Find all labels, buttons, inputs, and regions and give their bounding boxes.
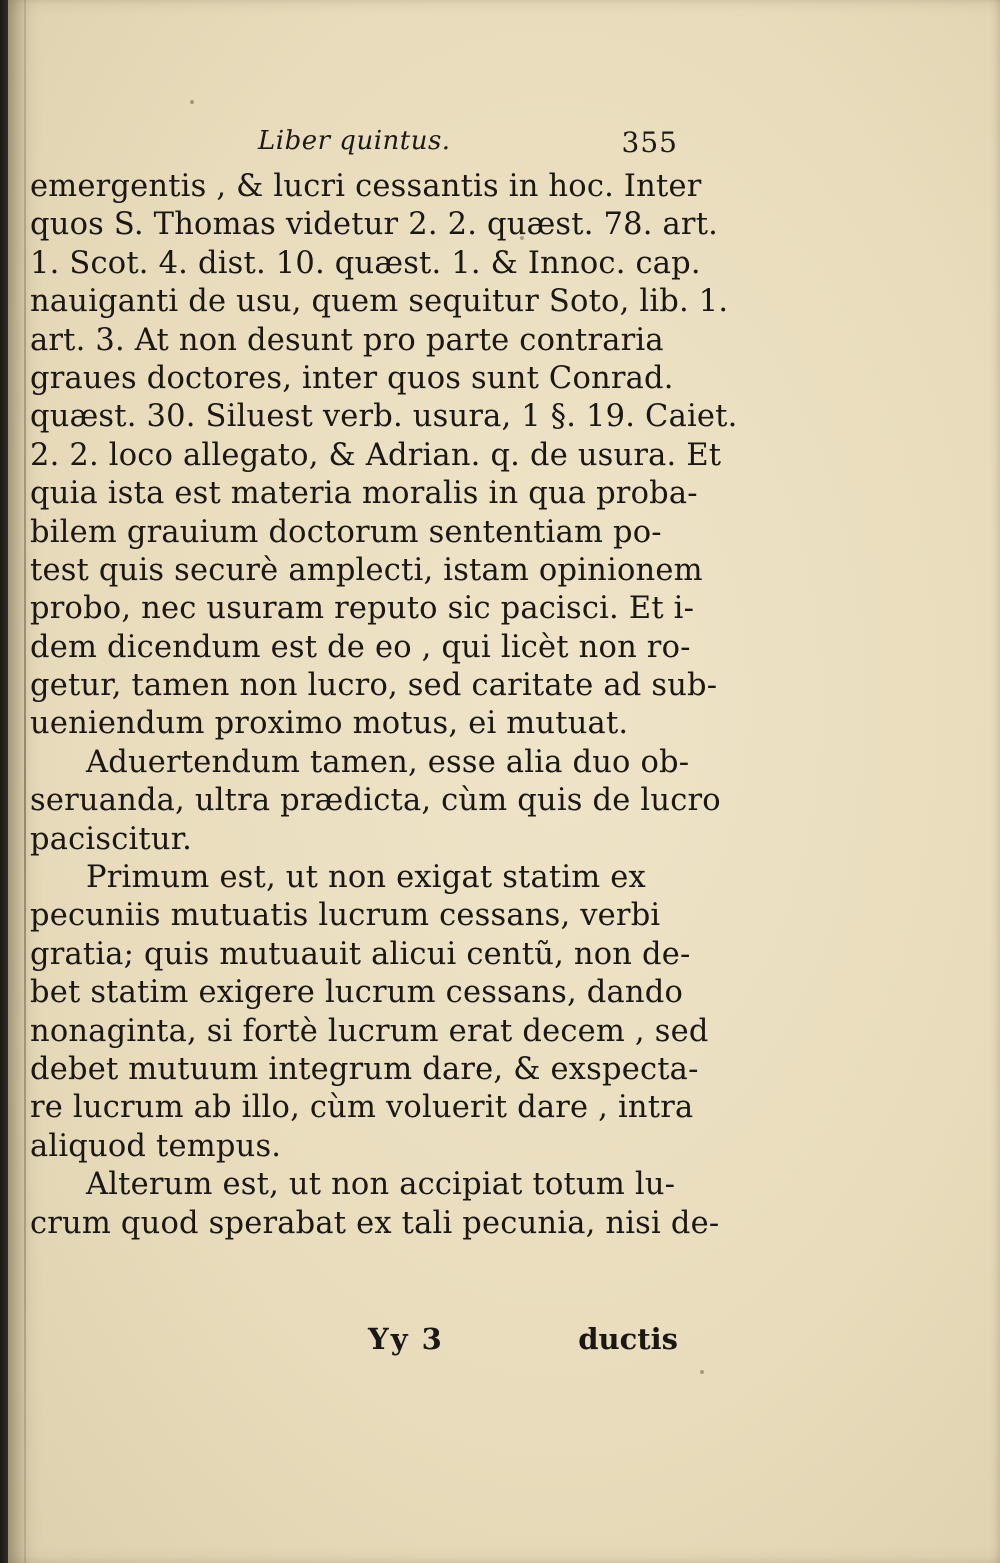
text-line: bilem grauium doctorum sententiam po- bbox=[30, 514, 662, 550]
running-head bbox=[30, 126, 678, 166]
text-line: nonaginta, si fortè lucrum erat decem , sed bbox=[30, 1013, 709, 1049]
text-line: graues doctores, inter quos sunt Conrad. bbox=[30, 360, 674, 396]
text-line: aliquod tempus. bbox=[30, 1128, 282, 1164]
text-line: quæst. 30. Siluest verb. usura, 1 §. 19. Caiet. bbox=[30, 399, 738, 435]
text-line: gratia; quis mutuauit alicui centũ, non de- bbox=[30, 936, 691, 972]
text-line: bet statim exigere lucrum cessans, dando bbox=[30, 975, 684, 1011]
text-line: emergentis , & lucri cessantis in hoc. Inter bbox=[30, 169, 702, 204]
text-line: pecuniis mutuatis lucrum cessans, verbi bbox=[30, 898, 661, 934]
paper-speck bbox=[520, 236, 524, 240]
page-footer bbox=[30, 1322, 678, 1362]
page-number: 355 bbox=[621, 126, 678, 159]
text-line: 2. 2. loco allegato, & Adrian. q. de usura. Et bbox=[30, 437, 722, 473]
text-line: test quis securè amplecti, istam opinionem bbox=[30, 552, 703, 588]
text-line-paragraph-start: Primum est, ut non exigat statim ex bbox=[86, 860, 646, 896]
text-line: paciscitur. bbox=[30, 821, 193, 857]
text-line: 1. Scot. 4. dist. 10. quæst. 1. & Innoc. cap. bbox=[30, 245, 701, 281]
text-line: dem dicendum est de eo , qui licèt non ro- bbox=[30, 629, 691, 665]
text-line: debet mutuum integrum dare, & exspecta- bbox=[30, 1051, 699, 1087]
catchword: ductis bbox=[578, 1322, 678, 1356]
text-line: quos S. Thomas videtur 2. 2. quæst. 78. art. bbox=[30, 207, 719, 243]
signature-mark: Yy 3 bbox=[368, 1322, 444, 1356]
paper-speck bbox=[700, 1370, 704, 1374]
gutter-shadow bbox=[24, 0, 26, 1563]
text-line: seruanda, ultra prædicta, cùm quis de lucro bbox=[30, 783, 721, 819]
paper-speck bbox=[190, 100, 194, 104]
text-line: quia ista est materia moralis in qua proba- bbox=[30, 476, 698, 512]
text-line: getur, tamen non lucro, sed caritate ad sub- bbox=[30, 668, 718, 704]
text-line: nauiganti de usu, quem sequitur Soto, lib. 1. bbox=[30, 284, 729, 320]
text-line: crum quod sperabat ex tali pecunia, nisi de- bbox=[30, 1205, 720, 1241]
running-head-title: Liber quintus. bbox=[258, 126, 451, 156]
body-text bbox=[30, 168, 738, 1243]
text-line: art. 3. At non desunt pro parte contraria bbox=[30, 322, 664, 358]
text-line: ueniendum proximo motus, ei mutuat. bbox=[30, 706, 629, 742]
text-line: re lucrum ab illo, cùm voluerit dare , intra bbox=[30, 1090, 694, 1126]
text-line-paragraph-start: Alterum est, ut non accipiat totum lu- bbox=[86, 1167, 676, 1203]
text-line-paragraph-start: Aduertendum tamen, esse alia duo ob- bbox=[86, 744, 690, 780]
text-line: probo, nec usuram reputo sic pacisci. Et i- bbox=[30, 591, 695, 627]
